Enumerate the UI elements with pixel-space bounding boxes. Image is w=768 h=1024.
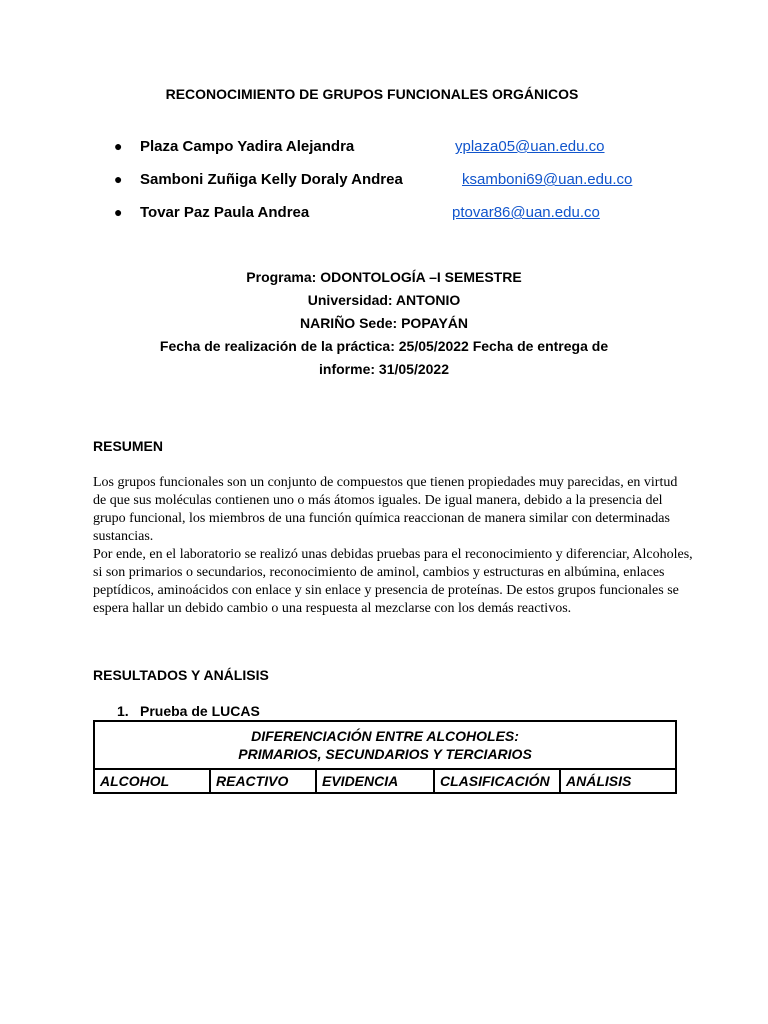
column-header-analisis: ANÁLISIS bbox=[560, 769, 676, 793]
resultados-heading: RESULTADOS Y ANÁLISIS bbox=[93, 667, 269, 683]
author-email-link[interactable]: ptovar86@uan.edu.co bbox=[452, 204, 600, 221]
program-line: Programa: ODONTOLOGÍA –I SEMESTRE bbox=[246, 269, 522, 285]
column-header-clasificacion: CLASIFICACIÓN bbox=[434, 769, 560, 793]
author-email-link[interactable]: ksamboni69@uan.edu.co bbox=[462, 171, 633, 188]
column-header-evidencia: EVIDENCIA bbox=[316, 769, 434, 793]
table-caption-line: PRIMARIOS, SECUNDARIOS Y TERCIARIOS bbox=[238, 746, 532, 762]
lucas-table bbox=[93, 720, 677, 794]
bullet-icon: ● bbox=[114, 171, 123, 187]
author-item bbox=[0, 138, 768, 158]
resumen-heading: RESUMEN bbox=[93, 438, 164, 454]
author-item bbox=[0, 171, 768, 191]
author-name: Samboni Zuñiga Kelly Doraly Andrea bbox=[140, 171, 403, 188]
report-date-line: informe: 31/05/2022 bbox=[319, 361, 449, 377]
document-title: RECONOCIMIENTO DE GRUPOS FUNCIONALES ORGÁNICOS bbox=[165, 86, 579, 102]
list-item bbox=[117, 703, 260, 719]
author-name: Tovar Paz Paula Andrea bbox=[140, 204, 310, 221]
table-caption bbox=[94, 721, 676, 769]
list-label: Prueba de LUCAS bbox=[140, 703, 260, 719]
university-line: Universidad: ANTONIO bbox=[307, 292, 461, 308]
table-caption-line: DIFERENCIACIÓN ENTRE ALCOHOLES: bbox=[251, 728, 519, 744]
bullet-icon: ● bbox=[114, 204, 123, 220]
resumen-paragraph: Los grupos funcionales son un conjunto de compuestos que tienen propiedades muy parecidas, en virtud de que sus moléculas contienen uno o más átomos iguales. De igual manera, debido a la presencia del grupo funcional, los miembros de una función química reaccionan de manera similar con determinadas sustancias. bbox=[93, 475, 678, 544]
author-email-link[interactable]: yplaza05@uan.edu.co bbox=[455, 138, 605, 155]
campus-line: NARIÑO Sede: POPAYÁN bbox=[299, 315, 469, 331]
resumen-body bbox=[93, 474, 693, 618]
resumen-paragraph: Por ende, en el laboratorio se realizó unas debidas pruebas para el reconocimiento y diferenciar, Alcoholes, si son primarios o secundarios, reconocimiento de aminol, cambios y estructuras en albúmina, enlaces peptídicos, aminoácidos con enlace y sin enlace y presencia de proteínas. De estos grupos funcionales se espera hallar un debido cambio o una respuesta al mezclarse con los demás reactivos. bbox=[93, 547, 693, 616]
author-name: Plaza Campo Yadira Alejandra bbox=[140, 138, 355, 155]
author-item bbox=[0, 204, 768, 224]
list-number: 1. bbox=[117, 703, 129, 719]
column-header-alcohol: ALCOHOL bbox=[94, 769, 210, 793]
dates-line: Fecha de realización de la práctica: 25/05/2022 Fecha de entrega de bbox=[159, 338, 609, 354]
column-header-reactivo: REACTIVO bbox=[210, 769, 316, 793]
bullet-icon: ● bbox=[114, 138, 123, 154]
